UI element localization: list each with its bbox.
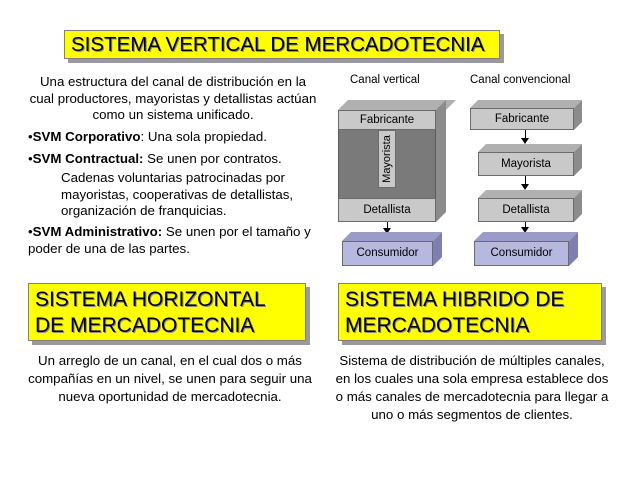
vertical-channel-block xyxy=(338,100,456,222)
caption-vertical-channel: Canal vertical xyxy=(350,74,420,86)
horizontal-system-title-line1: SISTEMA HORIZONTAL xyxy=(35,288,266,311)
svm-contractual-detail: Cadenas voluntarias patrocinadas por mayoristas, cooperativas de detallistas, organización de franquicias. xyxy=(61,170,294,218)
hybrid-system-description: Sistema de distribución de múltiples canales, en los cuales una sola empresa establece dos o más canales de mercadotecnia para llegar a uno o más segmentos de clientes. xyxy=(335,353,609,422)
vertical-fabricante: Fabricante xyxy=(338,110,436,130)
horizontal-system-title-line2: DE MERCADOTECNIA xyxy=(35,314,255,337)
conventional-fabricante: Fabricante xyxy=(470,108,574,130)
bullet-svm-corporativo: •SVM Corporativo: Una sola propiedad. xyxy=(28,129,267,144)
vertical-system-title: SISTEMA VERTICAL DE MERCADOTECNIA xyxy=(71,33,485,56)
vertical-consumer-block xyxy=(342,232,442,266)
conventional-mayorista: Mayorista xyxy=(478,152,574,176)
hybrid-system-title-box xyxy=(338,283,602,341)
hybrid-system-title-line1: SISTEMA HIBRIDO DE xyxy=(345,288,565,311)
conventional-detallista: Detallista xyxy=(478,198,574,222)
conventional-mayorista-block xyxy=(478,144,582,176)
bullet-svm-administrativo: •SVM Administrativo: Se unen por el tamaño y poder de una de las partes. xyxy=(28,224,311,256)
vertical-mayorista: Mayorista xyxy=(381,135,393,183)
conventional-detallista-block xyxy=(478,190,582,222)
vertical-detallista: Detallista xyxy=(338,198,436,222)
conventional-consumidor: Consumidor xyxy=(474,241,569,266)
caption-conventional-channel: Canal convencional xyxy=(470,74,571,86)
bullet-svm-contractual: •SVM Contractual: Se unen por contratos. xyxy=(28,151,282,166)
conventional-fabricante-block xyxy=(470,100,582,130)
conventional-consumer-block xyxy=(474,232,578,266)
vertical-system-title-box xyxy=(64,30,500,59)
horizontal-system-title-box xyxy=(28,283,306,341)
horizontal-system-description: Un arreglo de un canal, en el cual dos o más compañías en un nivel, se unen para seguir una nueva oportunidad de mercadotecnia. xyxy=(28,353,312,404)
vertical-consumidor: Consumidor xyxy=(342,241,433,266)
vertical-system-intro: Una estructura del canal de distribución en la cual productores, mayoristas y detallistas actúan como un sistema unificado. xyxy=(29,74,317,122)
hybrid-system-title-line2: MERCADOTECNIA xyxy=(345,314,530,337)
